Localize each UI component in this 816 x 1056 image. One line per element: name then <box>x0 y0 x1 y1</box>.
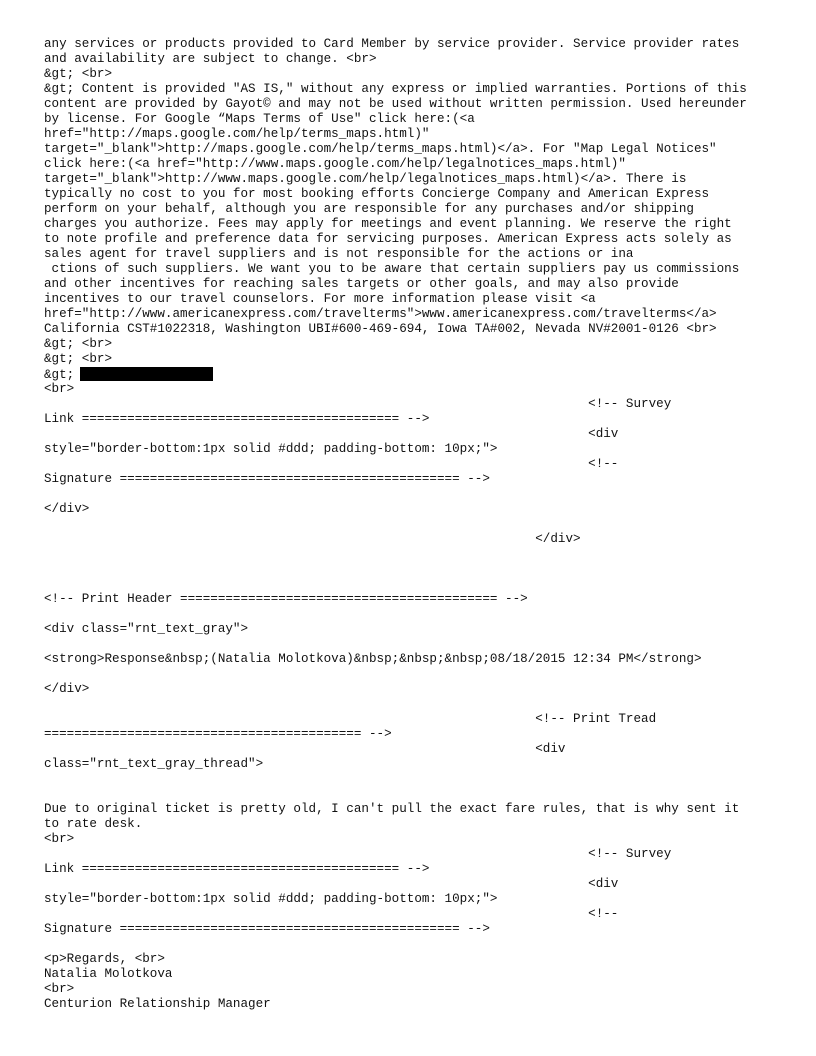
text-line: target="_blank">http://www.maps.google.com/help/legalnotices_maps.html)</a>. There is <box>44 172 687 186</box>
text-line: style="border-bottom:1px solid #ddd; padding-bottom: 10px;"> <box>44 442 498 456</box>
text-line: <br> <box>44 832 75 846</box>
text-line: style="border-bottom:1px solid #ddd; padding-bottom: 10px;"> <box>44 892 498 906</box>
text-line: any services or products provided to Card Member by service provider. Service provider rates <box>44 37 740 51</box>
text-line: href="http://maps.google.com/help/terms_maps.html)" <box>44 127 430 141</box>
text-line: Link ========================================== --> <box>44 862 430 876</box>
text-line: </div> <box>44 502 90 516</box>
text-line: typically no cost to you for most booking efforts Concierge Company and American Express <box>44 187 710 201</box>
text-line: to rate desk. <box>44 817 143 831</box>
text-line: California CST#1022318, Washington UBI#600-469-694, Iowa TA#002, Nevada NV#2001-0126 <br> <box>44 322 717 336</box>
text-line: Signature ============================================= --> <box>44 922 490 936</box>
text-line: <!-- <box>44 907 619 921</box>
text-line: &gt; <br> <box>44 352 113 366</box>
text-line: click here:(<a href="http://www.maps.google.com/help/legalnotices_maps.html)" <box>44 157 626 171</box>
text-line: <!-- Print Header ========================================== --> <box>44 592 528 606</box>
text-line: Natalia Molotkova <box>44 967 173 981</box>
text-line: <br> <box>44 982 75 996</box>
text-line: </div> <box>44 682 90 696</box>
text-line: <!-- Survey <box>44 847 672 861</box>
text-line: sales agent for travel suppliers and is not responsible for the actions or ina <box>44 247 634 261</box>
text-line: and availability are subject to change. <br> <box>44 52 377 66</box>
text-line: &gt; <br> <box>44 67 113 81</box>
text-line: incentives to our travel counselors. For more information please visit <a <box>44 292 596 306</box>
text-line: Signature ============================================= --> <box>44 472 490 486</box>
text-line: ctions of such suppliers. We want you to be aware that certain suppliers pay us commissions <box>44 262 740 276</box>
text-line: target="_blank">http://maps.google.com/help/terms_maps.html)</a>. For "Map Legal Notices" <box>44 142 717 156</box>
text-line: <div class="rnt_text_gray"> <box>44 622 249 636</box>
text-line: <!-- <box>44 457 619 471</box>
text-line: <!-- Survey <box>44 397 672 411</box>
text-line: <strong>Response&nbsp;(Natalia Molotkova)&nbsp;&nbsp;&nbsp;08/18/2015 12:34 PM</strong> <box>44 652 702 666</box>
text-line: Link ========================================== --> <box>44 412 430 426</box>
text-line: class="rnt_text_gray_thread"> <box>44 757 264 771</box>
text-line: &gt; <box>44 368 75 382</box>
text-line: <br> <box>44 382 75 396</box>
text-line: Centurion Relationship Manager <box>44 997 271 1011</box>
text-line: Due to original ticket is pretty old, I can't pull the exact fare rules, that is why sent it <box>44 802 740 816</box>
text-line: </div> <box>44 532 581 546</box>
text-line: by license. For Google “Maps Terms of Use" click here:(<a <box>44 112 475 126</box>
text-line: href="http://www.americanexpress.com/travelterms">www.americanexpress.com/travelterms</a> <box>44 307 717 321</box>
text-line: <div <box>44 877 619 891</box>
text-line: <!-- Print Tread <box>44 712 657 726</box>
text-line: &gt; Content is provided "AS IS," without any express or implied warranties. Portions of this <box>44 82 747 96</box>
text-line: &gt; <br> <box>44 337 113 351</box>
text-line: <div <box>44 427 619 441</box>
text-line: ========================================== --> <box>44 727 392 741</box>
text-line: content are provided by Gayot© and may not be used without written permission. Used hereunder <box>44 97 747 111</box>
text-line: charges you authorize. Fees may apply for meetings and event planning. We reserve the right <box>44 217 732 231</box>
text-line: and other incentives for reaching sales targets or other goals, and may also provide <box>44 277 679 291</box>
redaction-bar <box>80 367 213 381</box>
text-line: perform on your behalf, although you are responsible for any purchases and/or shipping <box>44 202 694 216</box>
text-line: <div <box>44 742 566 756</box>
text-line: <p>Regards, <br> <box>44 952 165 966</box>
redacted-line <box>44 367 213 383</box>
text-line: to note profile and preference data for servicing purposes. American Express acts solely as <box>44 232 732 246</box>
